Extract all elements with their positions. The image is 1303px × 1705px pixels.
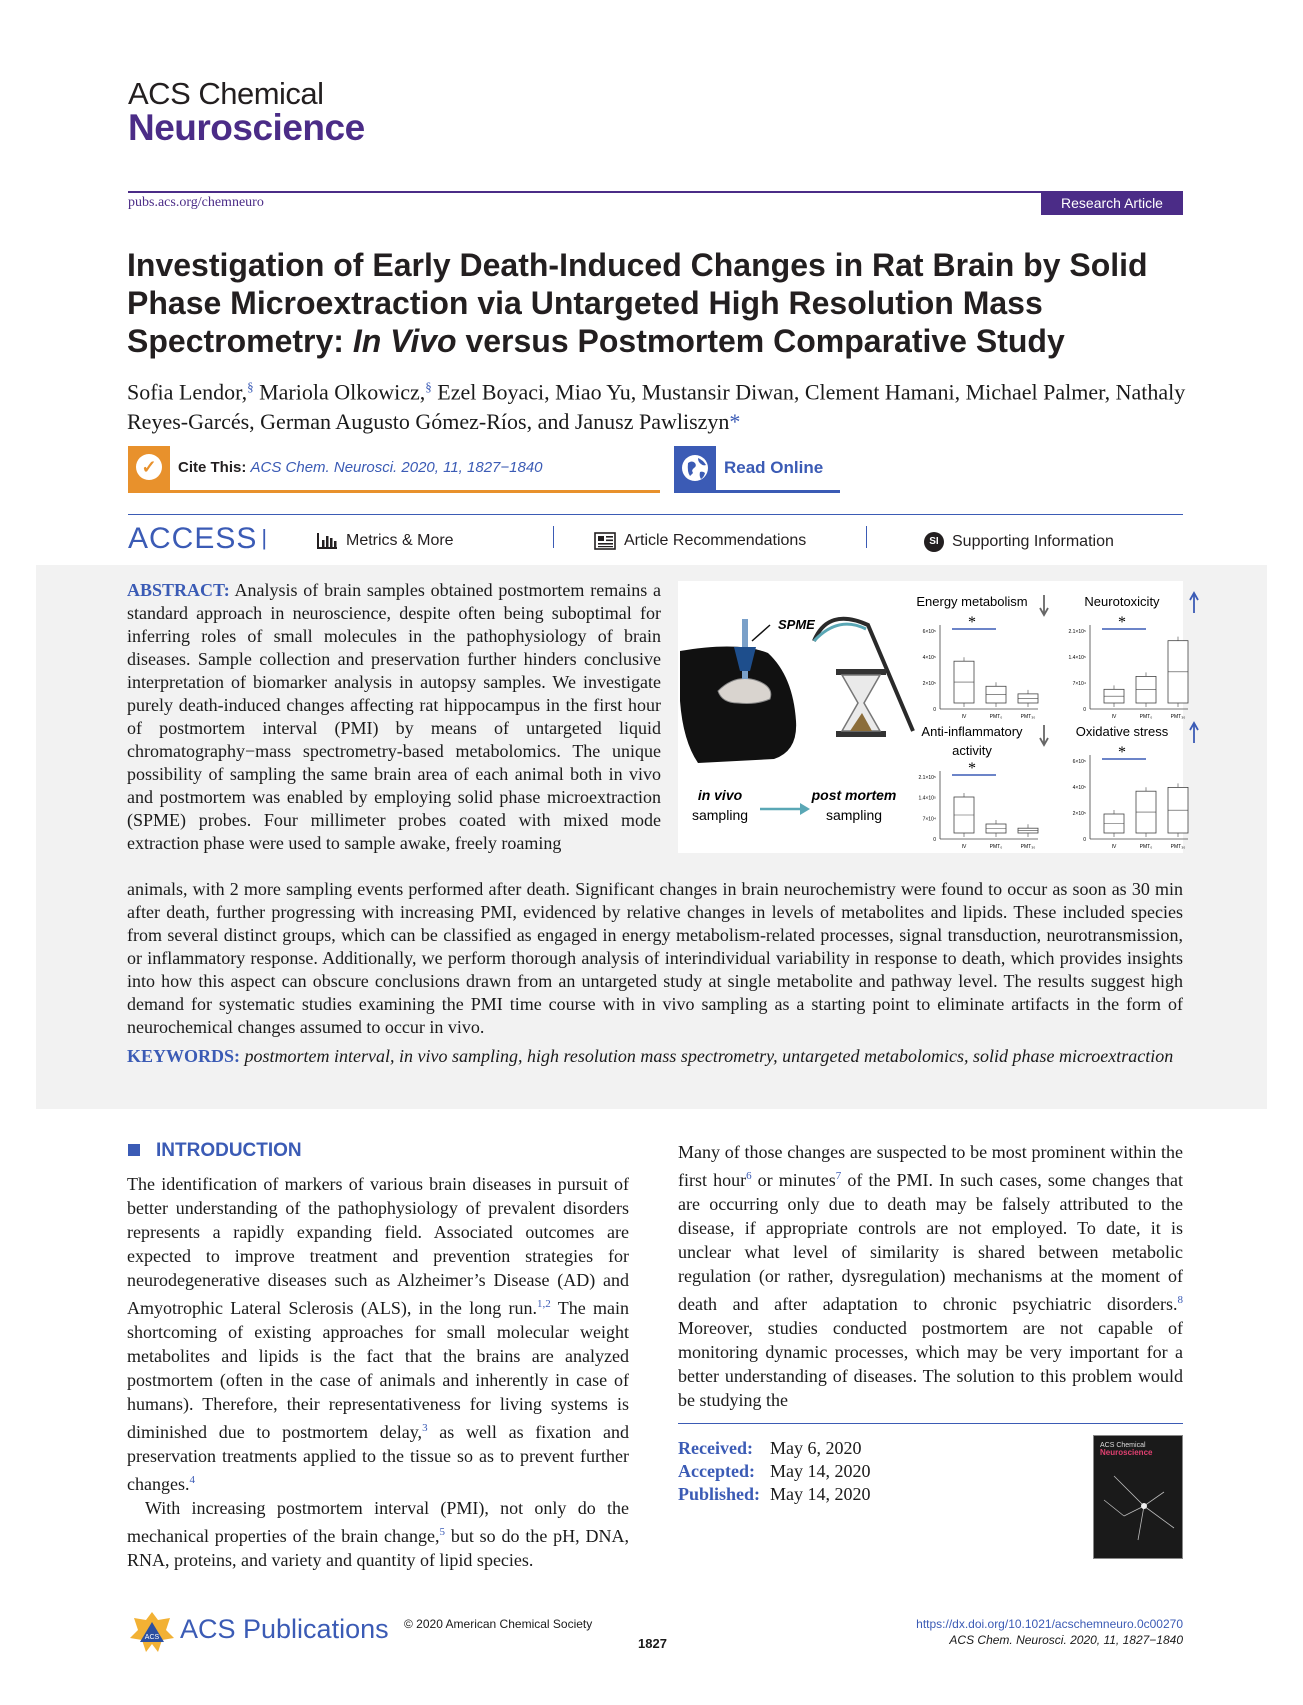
intro-paragraph: With increasing postmortem interval (PMI), not only do the mechanical properties of the brain change,$^5$ but so do the pH, DNA, RNA, proteins, and variety and quantity of lipid species.: [127, 1498, 629, 1570]
acs-shield-icon: [128, 1610, 176, 1654]
panel-tick-label: 2.1×10⁵: [1068, 629, 1086, 635]
accepted-date: May 14, 2020: [770, 1461, 871, 1481]
article-type-badge: Research Article: [1041, 191, 1183, 215]
supporting-info-link[interactable]: [924, 532, 1114, 552]
citation-link[interactable]: 1,2: [537, 1298, 551, 1310]
cite-text: [178, 459, 543, 476]
spme-label: SPME: [778, 617, 815, 632]
toc-graphic-svg: [678, 581, 1186, 853]
globe-icon-svg: [674, 446, 716, 490]
panel-tick-label: PMT₀: [1139, 714, 1153, 720]
title-italic: In Vivo: [352, 323, 457, 359]
keywords-text: postmortem interval, in vivo sampling, high resolution mass spectrometry, untargeted metabolomics, solid phase microextraction: [244, 1046, 1174, 1066]
toc-graphic: [678, 581, 1186, 853]
panel-tick-label: IV: [961, 844, 967, 850]
panel-tick-label: 4×10⁵: [1072, 785, 1086, 791]
panel-tick-label: 2.1×10⁵: [918, 775, 936, 781]
cover-image: [1094, 1436, 1182, 1558]
panel-tick-label: IV: [961, 714, 967, 720]
panel-tick-label: 7×10⁴: [1072, 681, 1086, 687]
intro-right-column: [678, 1140, 1183, 1412]
panel-tick-label: 6×10⁵: [922, 629, 936, 635]
citation-link[interactable]: 8: [1177, 1294, 1183, 1306]
citation-link[interactable]: 3: [422, 1422, 428, 1434]
significance-star: *: [1118, 614, 1126, 631]
journal-url-link[interactable]: pubs.acs.org/chemneuro: [128, 195, 264, 210]
panel-tick-label: PMT₃₀: [1020, 844, 1036, 850]
globe-icon: [674, 446, 716, 490]
copyright: © 2020 American Chemical Society: [404, 1617, 593, 1631]
panel-title: Energy metabolism: [916, 594, 1028, 609]
citation-link[interactable]: 7: [835, 1170, 842, 1182]
journal-name-line2: Neuroscience: [128, 107, 365, 148]
intro-paragraph: Many of those changes are suspected to be most prominent within the first hour$^6$ or minutes$^7$ of the PMI. In such cases, some changes that are occurring only due to death may be falsely attributed to the disease, if appropriate controls are not employed. To date, it is unclear what level of similarity is shared between metabolic regulation (or rather, dysregulation) mechanisms at the moment of death and after adaptation to chronic psychiatric disorders.$^8$ Moreover, studies conducted postmortem are not capable of monitoring dynamic processes, which may be very important for a better understanding of diseases. The solution to this problem would be studying the: [678, 1142, 1183, 1410]
in-vivo-sub: sampling: [691, 807, 749, 823]
in-vivo-label: in vivo: [697, 787, 743, 803]
published-date: May 14, 2020: [770, 1484, 871, 1504]
page-number: 1827: [638, 1636, 667, 1651]
intro-left-column: [127, 1172, 629, 1572]
access-divider: [128, 514, 1183, 515]
panel-tick-label: 6×10⁵: [1072, 759, 1086, 765]
supporting-label: Supporting Information: [952, 533, 1114, 551]
panel-title: activity: [952, 743, 992, 758]
access-separator: [866, 526, 867, 548]
panel-tick-label: IV: [1111, 844, 1117, 850]
panel-tick-label: PMT₃₀: [1020, 714, 1036, 720]
journal-name-line1: ACS Chemical: [128, 76, 324, 111]
post-mortem-label: post mortem: [811, 787, 897, 803]
citation-link[interactable]: 6: [746, 1170, 752, 1182]
check-icon: ✓: [128, 446, 170, 490]
panel-title: Anti-inflammatory: [921, 724, 1023, 739]
received-label: Received:: [678, 1438, 753, 1458]
cite-this-box[interactable]: [128, 446, 660, 493]
journal-cover-thumbnail[interactable]: [1093, 1435, 1183, 1559]
svg-text:ACS Chemical: ACS Chemical: [1100, 1442, 1146, 1449]
read-online-label: Read Online: [724, 458, 824, 477]
footer-reference: ACS Chem. Neurosci. 2020, 11, 1827−1840: [949, 1633, 1183, 1647]
bar-chart-icon: [316, 532, 338, 550]
received-date: May 6, 2020: [770, 1438, 862, 1458]
citation-link[interactable]: 4: [189, 1474, 195, 1486]
header-divider: [128, 191, 1183, 193]
panel-tick-label: 1.4×10⁵: [1068, 655, 1086, 661]
panel-title: Oxidative stress: [1075, 724, 1169, 739]
recommendations-label: Article Recommendations: [624, 532, 807, 550]
panel-tick-label: PMT₀: [1139, 844, 1153, 850]
abstract-text-full: [127, 878, 1183, 1039]
svg-text:ACS: ACS: [144, 1634, 160, 1641]
keywords-label: KEYWORDS:: [127, 1046, 241, 1066]
metrics-label: Metrics & More: [346, 532, 454, 550]
title-part2: versus Postmortem Comparative Study: [456, 323, 1065, 359]
si-icon: SI: [924, 532, 944, 552]
article-icon: [594, 532, 616, 550]
section-square-icon: [128, 1144, 140, 1156]
panel-tick-label: 0: [933, 707, 936, 713]
post-mortem-sub: sampling: [825, 807, 883, 823]
accepted-label: Accepted:: [678, 1461, 755, 1481]
panel-title: Neurotoxicity: [1084, 594, 1160, 609]
author-mark[interactable]: §: [247, 379, 254, 394]
journal-logo: [128, 78, 365, 146]
author-list: [127, 372, 1187, 437]
cite-reference-link[interactable]: ACS Chem. Neurosci. 2020, 11, 1827−1840: [250, 459, 543, 476]
title-part1: Investigation of Early Death-Induced Changes in Rat Brain by Solid Phase Microextraction via Untargeted High Resolution Mass Spectrometry:: [127, 247, 1148, 359]
read-online-button[interactable]: [674, 446, 840, 493]
metrics-link[interactable]: [316, 532, 454, 550]
acs-publications-logo[interactable]: [128, 1610, 389, 1659]
intro-paragraph: The identification of markers of various brain diseases in pursuit of better understanding of the pathophysiology of prevalent disorders represents a rapidly expanding field. Associated outcomes are expected to improve treatment and prevention strategies for neurodegenerative diseases such as Alzheimer’s Disease (AD) and Amyotrophic Lateral Sclerosis (ALS), in the long run.$^{1,2}$ The main shortcoming of existing approaches for small molecular weight metabolites and lipids is the fact that the brains are analyzed postmortem (often in the case of animals and inherently in case of humans). Therefore, their representativeness for living systems is diminished due to postmortem delay,$^3$ as well as fixation and preservation treatments applied to the tissue so as to prevent further changes.$^4$: [127, 1174, 629, 1494]
significance-star: *: [968, 614, 976, 631]
hourglass-icon: [836, 669, 886, 737]
citation-link[interactable]: 5: [439, 1526, 446, 1538]
panel-tick-label: PMT₀: [989, 844, 1003, 850]
panel-tick-label: 1.4×10⁵: [918, 795, 936, 802]
panel-tick-label: PMT₃₀: [1170, 714, 1186, 720]
section-heading-introduction: INTRODUCTION: [128, 1140, 302, 1162]
author-mark[interactable]: §: [425, 379, 432, 394]
recommendations-link[interactable]: [594, 532, 806, 550]
panel-tick-label: 4×10⁵: [922, 655, 936, 661]
keywords: [127, 1045, 1183, 1068]
doi-link[interactable]: https://dx.doi.org/10.1021/acschemneuro.0c00270: [916, 1617, 1183, 1631]
abstract-body-left: Analysis of brain samples obtained postmortem remains a standard approach in neuroscience, despite often being suboptimal for inferring roles of small molecules in the pathophysiology of brain diseases. Sample collection and preservation further hinders conclusive interpretation of biomarker analysis in autopsy samples. We investigate purely death-induced changes affecting rat hippocampus in the first hour of postmortem interval (PMI) by means of untargeted liquid chromatography−mass spectrometry-based metabolomics. The unique possibility of sampling the same brain area of each animal both in vivo and postmortem was enabled by employing solid phase microextraction (SPME) probes. Four millimeter probes coated with mixed mode extraction phase were used to sample awake, freely roaming: [127, 580, 661, 853]
panel-tick-label: 0: [1083, 707, 1086, 713]
publisher-name: ACS Publications: [180, 1614, 389, 1644]
panel-tick-label: 7×10⁴: [922, 816, 936, 823]
panel-tick-label: PMT₃₀: [1170, 844, 1186, 850]
significance-star: *: [1118, 744, 1126, 761]
access-title: ACCESS |: [128, 522, 269, 555]
panel-tick-label: 2×10⁵: [922, 681, 936, 687]
abstract-text-left: [127, 579, 661, 855]
dates-divider: [678, 1423, 1183, 1424]
rat-silhouette: [680, 646, 796, 763]
significance-star: *: [968, 760, 976, 777]
panel-tick-label: 0: [933, 837, 936, 843]
panel-tick-label: IV: [1111, 714, 1117, 720]
abstract-body-full: animals, with 2 more sampling events performed after death. Significant changes in brain neurochemistry were found to occur as soon as 30 min after death, further progressing with increasing PMI, evidenced by relative changes in levels of metabolites and lipids. These included species from several distinct groups, which can be classified as engaged in energy metabolism-related processes, signal transduction, neurotransmission, or inflammatory response. Additionally, we perform thorough analysis of interindividual variability in response to death, which provides insights into how this aspect can obscure conclusions drawn from an untargeted study at single metabolite and pathway level. The results suggest high demand for systematic studies examining the PMI time course with in vivo sampling as a starting point to eliminate artifacts in the form of neurochemical changes assumed to occur in vivo.: [127, 879, 1183, 1037]
published-label: Published:: [678, 1484, 761, 1504]
panel-tick-label: PMT₀: [989, 714, 1003, 720]
panel-tick-label: 2×10⁵: [1072, 811, 1086, 817]
svg-text:Neuroscience: Neuroscience: [1100, 1448, 1153, 1457]
panel-tick-label: 0: [1083, 837, 1086, 843]
access-separator: [553, 526, 554, 548]
corresponding-author-mark[interactable]: *: [729, 409, 741, 435]
abstract-label: ABSTRACT:: [127, 580, 230, 600]
cite-label: Cite This:: [178, 459, 247, 476]
author-name: Sofia Lendor,: [127, 379, 248, 405]
publication-dates: [678, 1437, 871, 1506]
author-name: Mariola Olkowicz,: [259, 379, 426, 405]
author-name: Ezel Boyaci, Miao Yu, Mustansir Diwan, Clement Hamani, Michael Palmer, Nathaly Reyes-Garcés, German Augusto Gómez-Ríos, and Janusz Pawliszyn: [127, 379, 1186, 435]
article-title: [127, 246, 1187, 360]
